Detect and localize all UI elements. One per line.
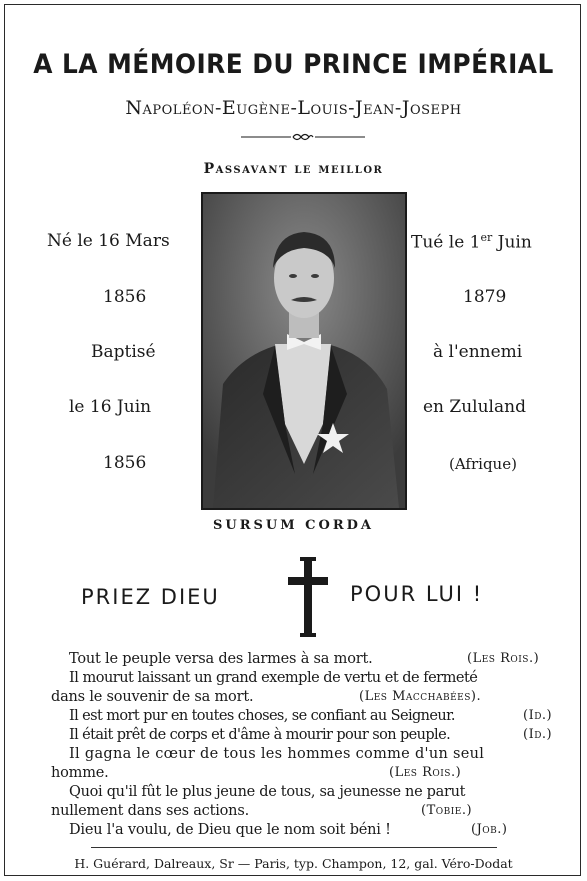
portrait-image: [203, 194, 405, 508]
quote-10: Dieu l'a voulu, de Dieu que le nom soit béni !: [69, 822, 391, 838]
printer-line: H. Guérard, Dalreaux, Sr — Paris, typ. Champon, 12, gal. Véro-Dodat: [74, 856, 513, 871]
footer-rule: [91, 847, 497, 848]
memorial-card: [4, 4, 581, 876]
quote-10-ref: (Job.): [471, 822, 508, 837]
quote-6: Il gagna le cœur de tous les hommes comme d'un seul: [69, 746, 485, 762]
birth-date: Né le 16 Mars: [47, 231, 170, 251]
quote-1-ref: (Les Rois.): [467, 651, 540, 666]
quote-7-ref: (Les Rois.): [389, 765, 462, 780]
card-subtitle: Passavant le meillor: [203, 161, 384, 177]
photo-caption: SURSUM CORDA: [212, 518, 374, 533]
baptism-year: 1856: [103, 453, 147, 473]
quote-2: Il mourut laissant un grand exemple de vertu et de fermeté: [69, 670, 478, 686]
prayer-left: PRIEZ DIEU: [81, 585, 220, 609]
quote-5-ref: (Id.): [523, 727, 553, 742]
death-year: 1879: [463, 287, 507, 307]
death-date: [411, 231, 532, 253]
baptism-date: le 16 Juin: [69, 397, 152, 417]
prayer-right: POUR LUI !: [350, 582, 484, 606]
quote-1: Tout le peuple versa des larmes à sa mort.: [69, 651, 373, 667]
quote-8: Quoi qu'il fût le plus jeune de tous, sa jeunesse ne parut: [69, 784, 466, 800]
quote-9-ref: (Tobie.): [421, 803, 473, 818]
prince-names: Napoléon-Eugène-Louis-Jean-Joseph: [125, 97, 462, 119]
portrait-photo: [201, 192, 407, 510]
death-place: en Zululand: [423, 397, 526, 417]
quote-9: nullement dans ses actions.: [51, 803, 249, 819]
quote-4-ref: (Id.): [523, 708, 553, 723]
baptism-label: Baptisé: [91, 342, 156, 362]
death-region: (Afrique): [449, 455, 517, 473]
quote-4: Il est mort pur en toutes choses, se confiant au Seigneur.: [69, 708, 455, 724]
cross-icon: [286, 557, 330, 637]
quote-3-ref: (Les Macchabées).: [359, 689, 482, 704]
ornament-divider: [241, 131, 365, 143]
death-date-month: Juin: [492, 232, 532, 253]
death-date-sup: er: [480, 231, 493, 244]
quote-3: dans le souvenir de sa mort.: [51, 689, 254, 705]
quote-5: Il était prêt de corps et d'âme à mourir pour son peuple.: [69, 727, 451, 743]
death-date-text: Tué le 1: [411, 232, 481, 253]
card-title: A LA MÉMOIRE DU PRINCE IMPÉRIAL: [33, 49, 554, 80]
birth-year: 1856: [103, 287, 147, 307]
death-place-label: à l'ennemi: [433, 342, 523, 362]
quote-7: homme.: [51, 765, 109, 781]
